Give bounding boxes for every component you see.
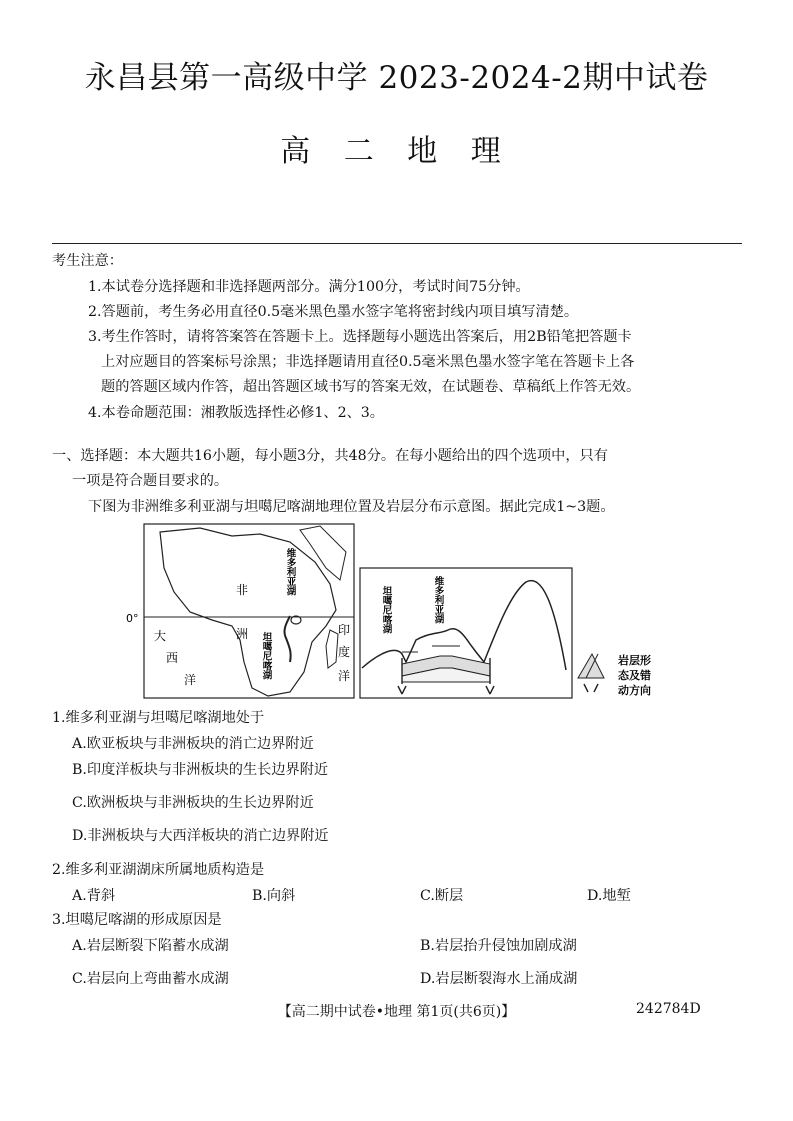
figure-svg — [126, 522, 670, 700]
cross-section — [360, 568, 572, 698]
map-label-africa-2: 洲 — [236, 627, 249, 641]
map-label-indian-2: 度 — [338, 645, 351, 659]
question-1-option-d: D.非洲板块与大西洋板块的消亡边界附近 — [72, 828, 329, 844]
notice-item-3-cont-2: 题的答题区域内作答，超出答题区域书写的答案无效，在试题卷、草稿纸上作答无效。 — [101, 379, 641, 395]
subject-title: 高 二 地 理 — [280, 134, 513, 169]
question-1-option-b: B.印度洋板块与非洲板块的生长边界附近 — [72, 762, 329, 778]
map-label-tanganyika: 坦噶尼喀湖 — [260, 632, 272, 680]
question-1-option-a: A.欧亚板块与非洲板块的消亡边界附近 — [72, 736, 314, 752]
question-2-option-a: A.背斜 — [72, 888, 116, 904]
question-3-option-b: B.岩层抬升侵蚀加剧成湖 — [420, 938, 577, 954]
question-3-option-a: A.岩层断裂下陷蓄水成湖 — [72, 938, 229, 954]
map-label-equator: 0° — [126, 612, 139, 625]
notice-item-3: 3.考生作答时，请将答案答在答题卡上。选择题每小题选出答案后，用2B铅笔把答题卡 — [88, 329, 632, 345]
question-2-option-b: B.向斜 — [252, 888, 296, 904]
question-2-stem: 2.维多利亚湖湖床所属地质构造是 — [52, 862, 265, 878]
legend-line-3: 动方向 — [618, 684, 651, 697]
question-3-stem: 3.坦噶尼喀湖的形成原因是 — [52, 912, 222, 928]
section-label-tanganyika: 坦噶尼喀湖 — [380, 586, 392, 634]
map-label-victoria: 维多利亚湖 — [284, 548, 296, 596]
figure-africa-lakes — [126, 522, 670, 700]
legend-line-2: 态及错 — [618, 669, 651, 682]
section-heading-line2: 一项是符合题目要求的。 — [72, 473, 229, 489]
section-label-victoria: 维多利亚湖 — [432, 576, 444, 624]
figure-intro: 下图为非洲维多利亚湖与坦噶尼喀湖地理位置及岩层分布示意图。据此完成1~3题。 — [88, 499, 615, 515]
map-label-atlantic-3: 洋 — [184, 673, 197, 687]
notice-heading: 考生注意： — [52, 253, 123, 269]
notice-item-4: 4.本卷命题范围：湘教版选择性必修1、2、3。 — [88, 405, 384, 421]
map-label-atlantic-1: 大 — [154, 629, 167, 643]
page-footer: 【高二期中试卷•地理 第1页(共6页)】 — [277, 1004, 516, 1020]
section-heading-line1: 一、选择题：本大题共16小题，每小题3分，共48分。在每小题给出的四个选项中，只有 — [52, 448, 608, 464]
legend-line-1: 岩层形 — [618, 654, 651, 667]
map-label-indian-1: 印 — [338, 623, 351, 637]
question-3-option-c: C.岩层向上弯曲蓄水成湖 — [72, 971, 229, 987]
map-label-africa-1: 非 — [236, 583, 249, 597]
question-1-option-c: C.欧洲板块与非洲板块的生长边界附近 — [72, 795, 314, 811]
notice-item-3-cont-1: 上对应题目的答案标号涂黑；非选择题请用直径0.5毫米黑色墨水签字笔在答题卡上各 — [101, 354, 635, 370]
map-label-indian-3: 洋 — [338, 669, 351, 683]
legend — [578, 653, 652, 697]
notice-item-1: 1.本试卷分选择题和非选择题两部分。满分100分，考试时间75分钟。 — [88, 279, 530, 295]
notice-item-2: 2.答题前，考生务必用直径0.5毫米黑色墨水签字笔将密封线内项目填写清楚。 — [88, 304, 579, 320]
header-divider — [52, 243, 742, 244]
question-2-option-d: D.地堑 — [587, 888, 631, 904]
exam-title: 永昌县第一高级中学 2023-2024-2期中试卷 — [84, 60, 709, 96]
africa-map — [126, 524, 354, 698]
question-2-option-c: C.断层 — [420, 888, 464, 904]
map-label-atlantic-2: 西 — [166, 651, 179, 665]
question-3-option-d: D.岩层断裂海水上涌成湖 — [420, 971, 578, 987]
paper-code: 242784D — [636, 1001, 701, 1017]
question-1-stem: 1.维多利亚湖与坦噶尼喀湖地处于 — [52, 710, 265, 726]
